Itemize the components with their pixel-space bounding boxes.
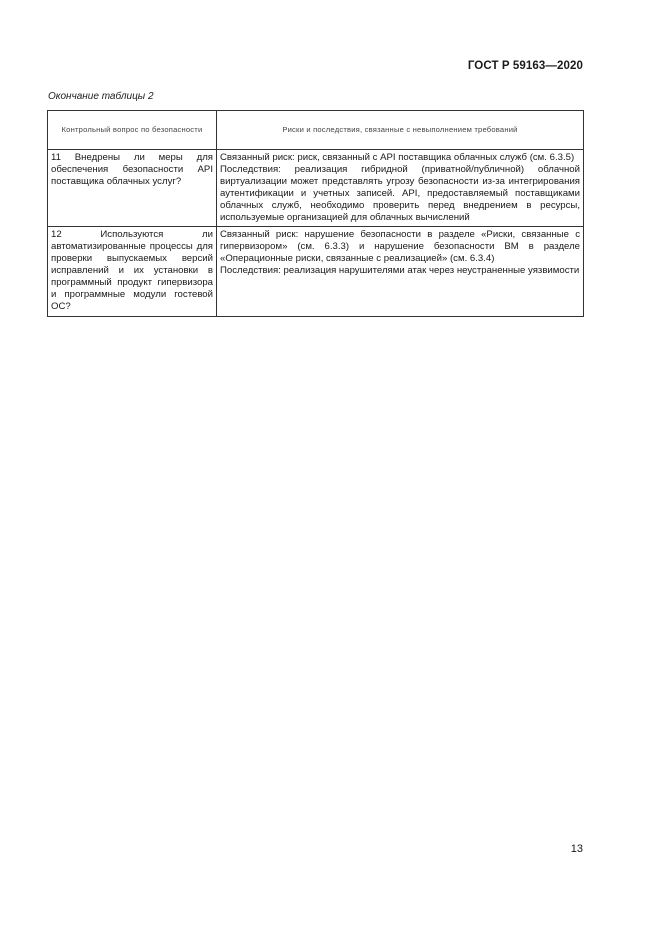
consequence-text: Последствия: реализация нарушителями атак через неустраненные уязвимости (220, 265, 580, 277)
question-text: 12 Используются ли автоматизированные процессы для проверки выпускаемых версий исправлений и их установки в программный продукт гипервизора и программные модули гостевой ОС? (51, 229, 213, 312)
document-code: ГОСТ Р 59163—2020 (467, 60, 583, 72)
column-header-risks: Риски и последствия, связанные с невыполнением требований (217, 111, 584, 150)
risks-cell (217, 227, 584, 316)
table-header-row (48, 111, 584, 150)
question-cell (48, 150, 217, 227)
question-text: 11 Внедрены ли меры для обеспечения безопасности API поставщика облачных услуг? (51, 152, 213, 187)
question-cell (48, 227, 217, 316)
consequence-text: Последствия: реализация гибридной (приватной/публичной) облачной виртуализации может представлять угрозу безопасности из-за интегрирования аутентификации и учетных записей. API, предоставляемый поставщиками облачных служб, необходимо проверить перед внедрением в ресурсы, используемые организацией для облачных вычислений (220, 163, 580, 223)
risk-table (47, 110, 584, 317)
related-risk-text: Связанный риск: нарушение безопасности в разделе «Риски, связанные с гипервизором» (см. 6.3.3) и нарушение безопасности ВМ в разделе «Операционные риски, связанные с реализацией» (см. 6.3.4) (220, 229, 580, 265)
page-number: 13 (570, 843, 583, 855)
table-caption: Окончание таблицы 2 (48, 91, 154, 102)
column-header-question: Контрольный вопрос по безопасности (48, 111, 217, 150)
related-risk-text: Связанный риск: риск, связанный с API поставщика облачных служб (см. 6.3.5) (220, 152, 575, 163)
table-row (48, 227, 584, 316)
table-row (48, 150, 584, 227)
risks-cell (217, 150, 584, 227)
